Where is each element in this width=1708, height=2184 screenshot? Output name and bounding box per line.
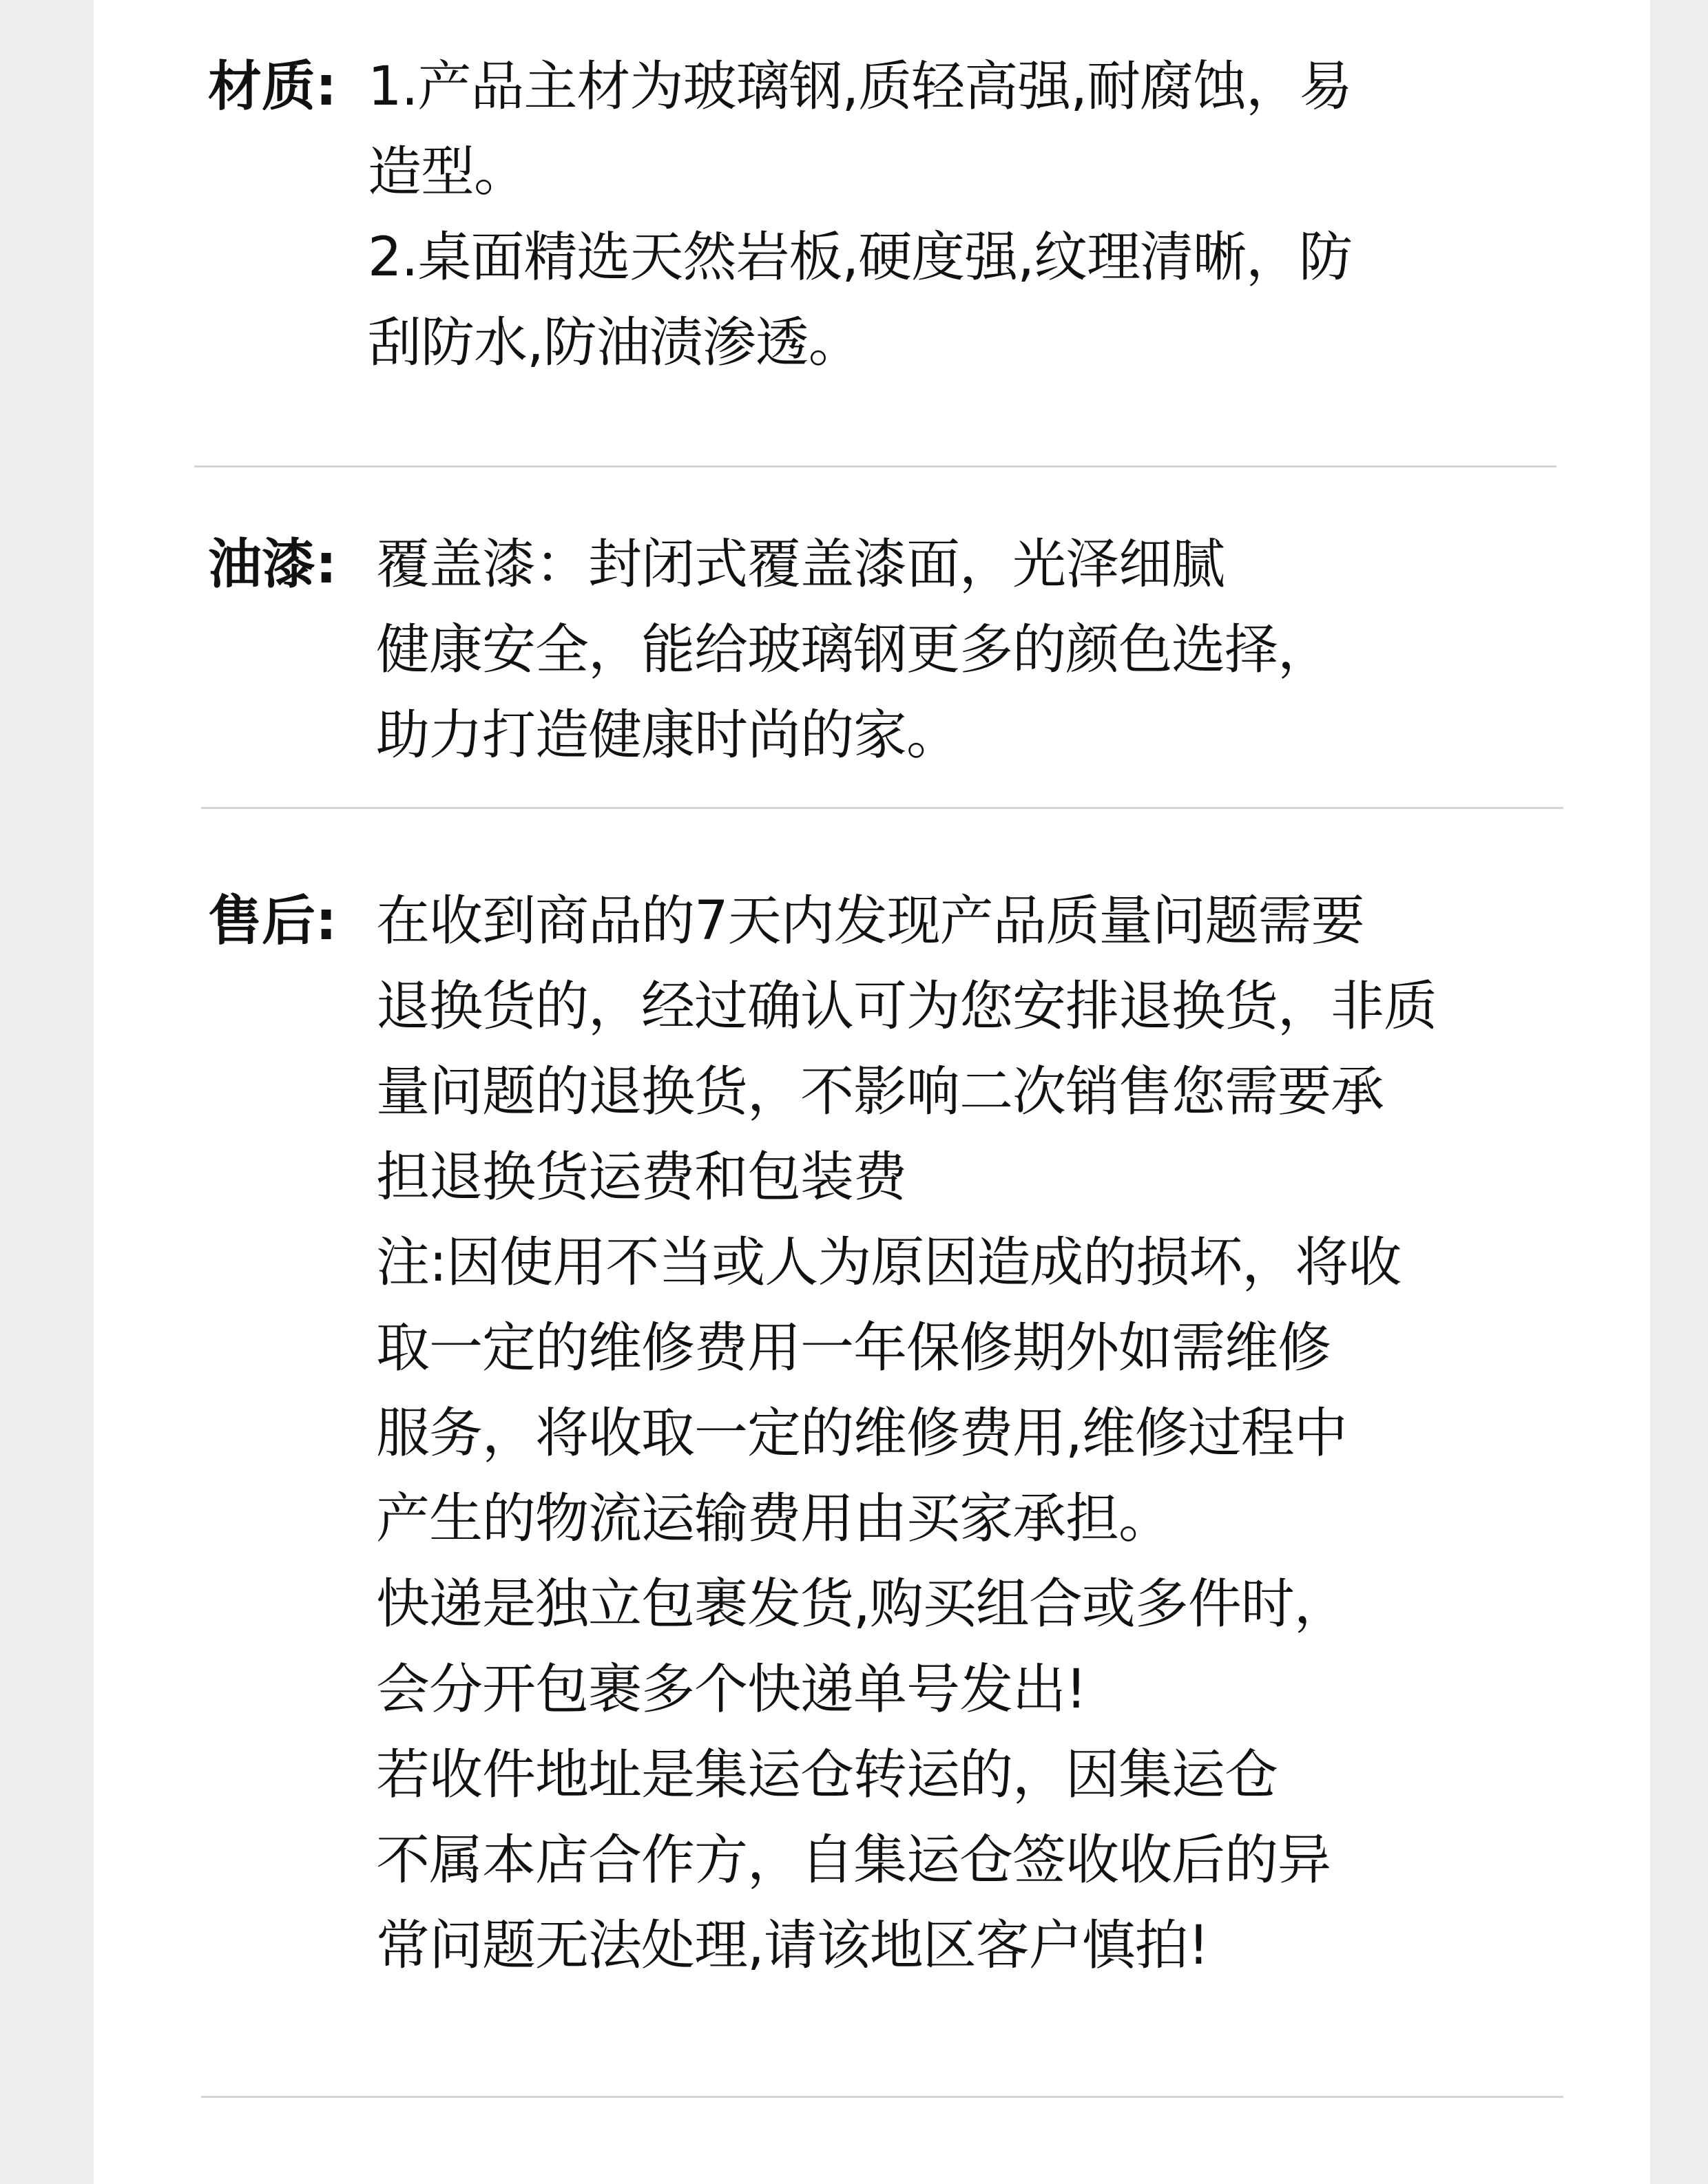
- paint-line: 覆盖漆：封闭式覆盖漆面，光泽细腻: [376, 534, 1225, 596]
- after-sales-line: 不属本店合作方，自集运仓签收收后的异: [376, 1829, 1331, 1891]
- material-line: 2.桌面精选天然岩板,硬度强,纹理清晰，防: [368, 227, 1353, 288]
- material-label: 材质:: [208, 56, 337, 118]
- after-sales-line: 若收件地址是集运仓转运的，因集运仓: [376, 1744, 1278, 1806]
- after-sales-line: 注:因使用不当或人为原因造成的损坏，将收: [376, 1232, 1402, 1294]
- material-line: 造型。: [368, 141, 528, 203]
- paint-text: [376, 522, 1331, 778]
- paint-label: 油漆:: [208, 534, 337, 596]
- material-line: 刮防水,防油渍渗透。: [368, 312, 862, 374]
- section-divider: [201, 807, 1563, 809]
- after-sales-text: [376, 879, 1437, 1988]
- product-info-panel: [94, 0, 1650, 2184]
- after-sales-line: 常问题无法处理,请该地区客户慎拍!: [376, 1915, 1209, 1977]
- after-sales-line: 取一定的维修费用一年保修期外如需维修: [376, 1317, 1331, 1379]
- paint-section: [208, 522, 1331, 778]
- after-sales-line: 快递是独立包裹发货,购买组合或多件时，: [376, 1573, 1347, 1635]
- paint-line: 助力打造健康时尚的家。: [376, 704, 960, 766]
- section-divider: [194, 465, 1556, 468]
- after-sales-section: [208, 879, 1437, 1988]
- after-sales-line: 服务，将收取一定的维修费用,维修过程中: [376, 1403, 1347, 1464]
- paint-line: 健康安全，能给玻璃钢更多的颜色选择，: [376, 619, 1331, 681]
- after-sales-line: 担退换货运费和包装费: [376, 1146, 907, 1208]
- material-line: 1.产品主材为玻璃钢,质轻高强,耐腐蚀，易: [368, 56, 1353, 118]
- after-sales-line: 产生的物流运输费用由买家承担。: [376, 1488, 1172, 1550]
- after-sales-line: 退换货的，经过确认可为您安排退换货，非质: [376, 976, 1437, 1038]
- after-sales-line: 在收到商品的7天内发现产品质量问题需要: [376, 890, 1364, 952]
- material-section: [208, 44, 1352, 386]
- after-sales-line: 会分开包裹多个快递单号发出!: [376, 1659, 1087, 1721]
- section-divider: [201, 2096, 1563, 2098]
- material-text: [368, 44, 1352, 386]
- after-sales-label: 售后:: [208, 890, 337, 952]
- after-sales-line: 量问题的退换货，不影响二次销售您需要承: [376, 1061, 1384, 1123]
